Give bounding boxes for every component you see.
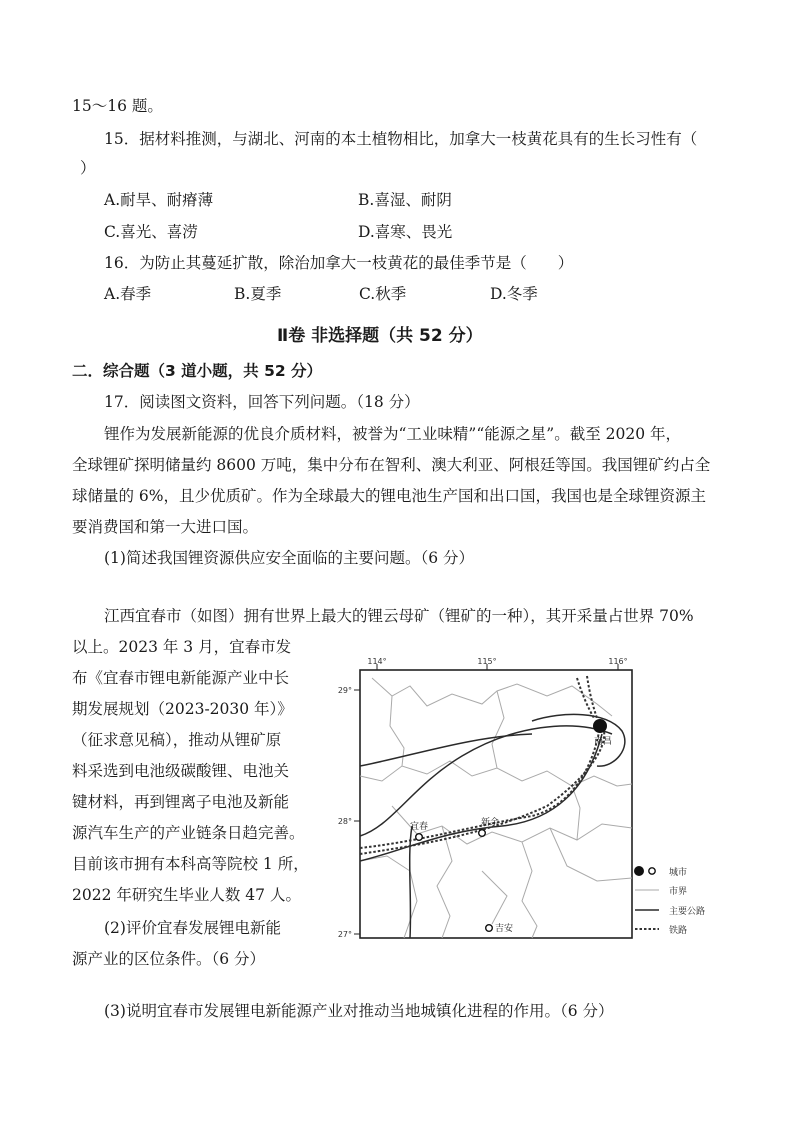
part-title: 二．综合题（3 道小题，共 52 分） xyxy=(72,362,323,380)
q16-option-c: C.秋季 xyxy=(359,285,407,303)
q15-option-a: A.耐旱、耐瘠薄 xyxy=(104,191,214,209)
legend-road-label: 主要公路 xyxy=(669,907,706,917)
q17-material2-line: 江西宜春市（如图）拥有世界上最大的锂云母矿（锂矿的一种），其开采量占世界 70% xyxy=(104,607,694,625)
q17-sub1: (1)简述我国锂资源供应安全面临的主要问题。（6 分） xyxy=(104,549,474,567)
q15-stem-end: ） xyxy=(80,159,96,177)
q15-option-b: B.喜湿、耐阴 xyxy=(358,191,452,209)
section-title: Ⅱ卷 非选择题（共 52 分） xyxy=(277,326,483,346)
city-marker-jian xyxy=(486,925,493,932)
q17-material2-line: 目前该市拥有本科高等院校 1 所， xyxy=(72,855,309,873)
map-legend xyxy=(634,866,705,936)
q17-material2-line: 以上。2023 年 3 月，宜春市发 xyxy=(72,638,292,656)
q17-material2-line: 源汽车生产的产业链条日趋完善。 xyxy=(72,824,305,842)
city-label-jian: 吉安 xyxy=(495,924,514,934)
lead-text: 15～16 题。 xyxy=(72,97,163,115)
q17-material2-line: （征求意见稿），推动从锂矿原 xyxy=(72,731,282,749)
map-frame xyxy=(360,670,632,938)
q17-sub3: (3)说明宜春市发展锂电新能源产业对推动当地城镇化进程的作用。（6 分） xyxy=(104,1002,614,1020)
lon-label-115: 115° xyxy=(477,657,497,666)
q17-material2-line: 布《宜春市锂电新能源产业中长 xyxy=(72,669,290,687)
q17-stem: 17．阅读图文资料，回答下列问题。（18 分） xyxy=(104,393,420,411)
city-marker-yichun xyxy=(416,834,423,841)
city-label-nanchang: 南昌 xyxy=(594,737,613,747)
lon-label-114: 114° xyxy=(367,657,387,666)
city-marker-xinyu xyxy=(479,830,486,837)
yichun-map xyxy=(332,656,732,948)
lat-label-29: 29° xyxy=(337,686,352,695)
legend-city-hollow xyxy=(649,868,655,874)
q17-material2-line: 键材料，再到锂离子电池及新能 xyxy=(72,793,290,811)
q16-option-a: A.春季 xyxy=(104,285,152,303)
q16-option-d: D.冬季 xyxy=(490,285,538,303)
q17-material-line: 锂作为发展新能源的优良介质材料，被誉为“工业味精”“能源之星”。截至 2020 年， xyxy=(104,425,681,443)
legend-boundary-label: 市界 xyxy=(669,887,688,897)
q17-material2-line: 料采选到电池级碳酸锂、电池关 xyxy=(72,762,290,780)
q17-material-line: 球储量的 6%，且少优质矿。作为全球最大的锂电池生产国和出口国，我国也是全球锂资源主 xyxy=(72,487,707,505)
q15-stem: 15．据材料推测，与湖北、河南的本土植物相比，加拿大一枝黄花具有的生长习性有（ xyxy=(104,130,698,148)
q17-material-line: 要消费国和第一大进口国。 xyxy=(72,518,259,536)
lat-label-28: 28° xyxy=(337,817,352,826)
q17-material-line: 全球锂矿探明储量约 8600 万吨，集中分布在智利、澳大利亚、阿根廷等国。我国锂矿约占全 xyxy=(72,456,711,474)
q16-option-b: B.夏季 xyxy=(234,285,282,303)
city-label-yichun: 宜春 xyxy=(410,822,429,832)
lat-label-27: 27° xyxy=(337,930,352,939)
q17-sub2-line: 源产业的区位条件。（6 分） xyxy=(72,950,266,968)
lon-label-116: 116° xyxy=(608,657,628,666)
q15-option-c: C.喜光、喜涝 xyxy=(104,223,198,241)
legend-railway-label: 铁路 xyxy=(669,926,688,936)
legend-city-label: 城市 xyxy=(669,868,688,878)
q16-stem: 16．为防止其蔓延扩散，除治加拿大一枝黄花的最佳季节是（ ） xyxy=(104,254,574,272)
q15-option-d: D.喜寒、畏光 xyxy=(358,223,453,241)
q17-material2-line: 2022 年研究生毕业人数 47 人。 xyxy=(72,886,301,904)
city-label-xinyu: 新余 xyxy=(481,818,500,828)
legend-city-filled xyxy=(634,866,644,876)
city-marker-nanchang xyxy=(593,719,607,733)
q17-material2-line: 期发展规划（2023-2030 年）》 xyxy=(72,700,293,718)
q17-sub2-line: (2)评价宜春发展锂电新能 xyxy=(104,919,281,937)
